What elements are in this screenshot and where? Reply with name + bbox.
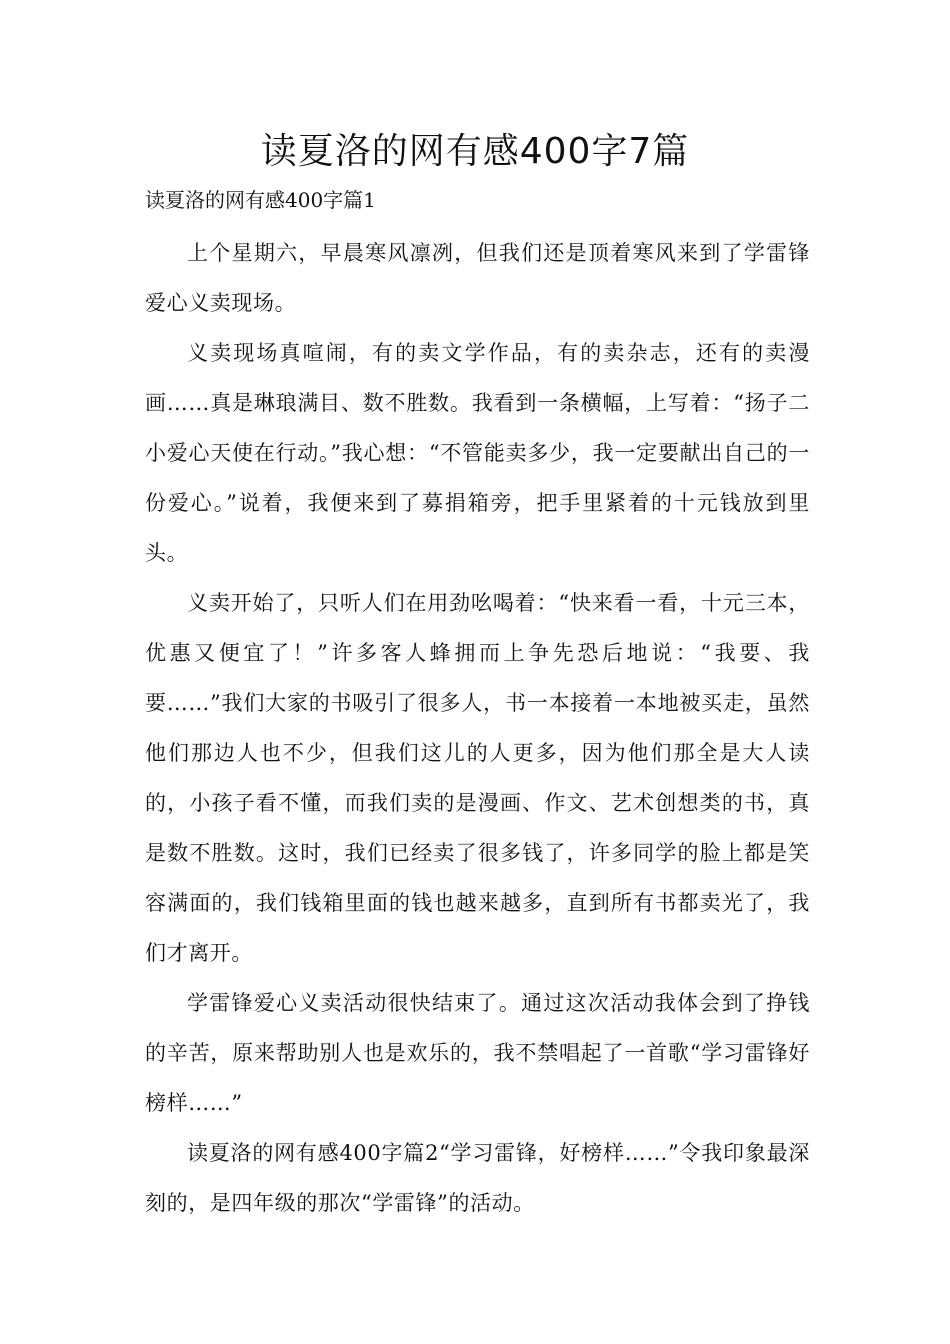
paragraph: 读夏洛的网有感400字篇2“学习雷锋，好榜样……”令我印象最深刻的，是四年级的那次“学雷锋”的活动。	[145, 1141, 810, 1215]
paragraph: 学雷锋爱心义卖活动很快结束了。通过这次活动我体会到了挣钱的辛苦，原来帮助别人也是欢乐的，我不禁唱起了一首歌“学习雷锋好榜样……”	[145, 991, 810, 1115]
paragraph: 上个星期六，早晨寒风凛冽，但我们还是顶着寒风来到了学雷锋爱心义卖现场。	[145, 241, 810, 315]
paragraph: 义卖现场真喧闹，有的卖文学作品，有的卖杂志，还有的卖漫画……真是琳琅满目、数不胜数。我看到一条横幅，上写着：“扬子二小爱心天使在行动。”我心想：“不管能卖多少，我一定要献出自己的一份爱心。”说着，我便来到了募捐箱旁，把手里紧着的十元钱放到里头。	[145, 341, 810, 565]
section-heading: 读夏洛的网有感400字篇1	[145, 188, 376, 212]
paragraph: 义卖开始了，只听人们在用劲吆喝着：“快来看一看，十元三本，优惠又便宜了！”许多客人蜂拥而上争先恐后地说：“我要、我要……”我们大家的书吸引了很多人，书一本接着一本地被买走，虽然他们那边人也不少，但我们这儿的人更多，因为他们那全是大人读的，小孩子看不懂，而我们卖的是漫画、作文、艺术创想类的书，真是数不胜数。这时，我们已经卖了很多钱了，许多同学的脸上都是笑容满面的，我们钱箱里面的钱也越来越多，直到所有书都卖光了，我们才离开。	[145, 591, 810, 965]
document-title: 读夏洛的网有感400字7篇	[260, 131, 690, 172]
body-text	[145, 228, 810, 1228]
